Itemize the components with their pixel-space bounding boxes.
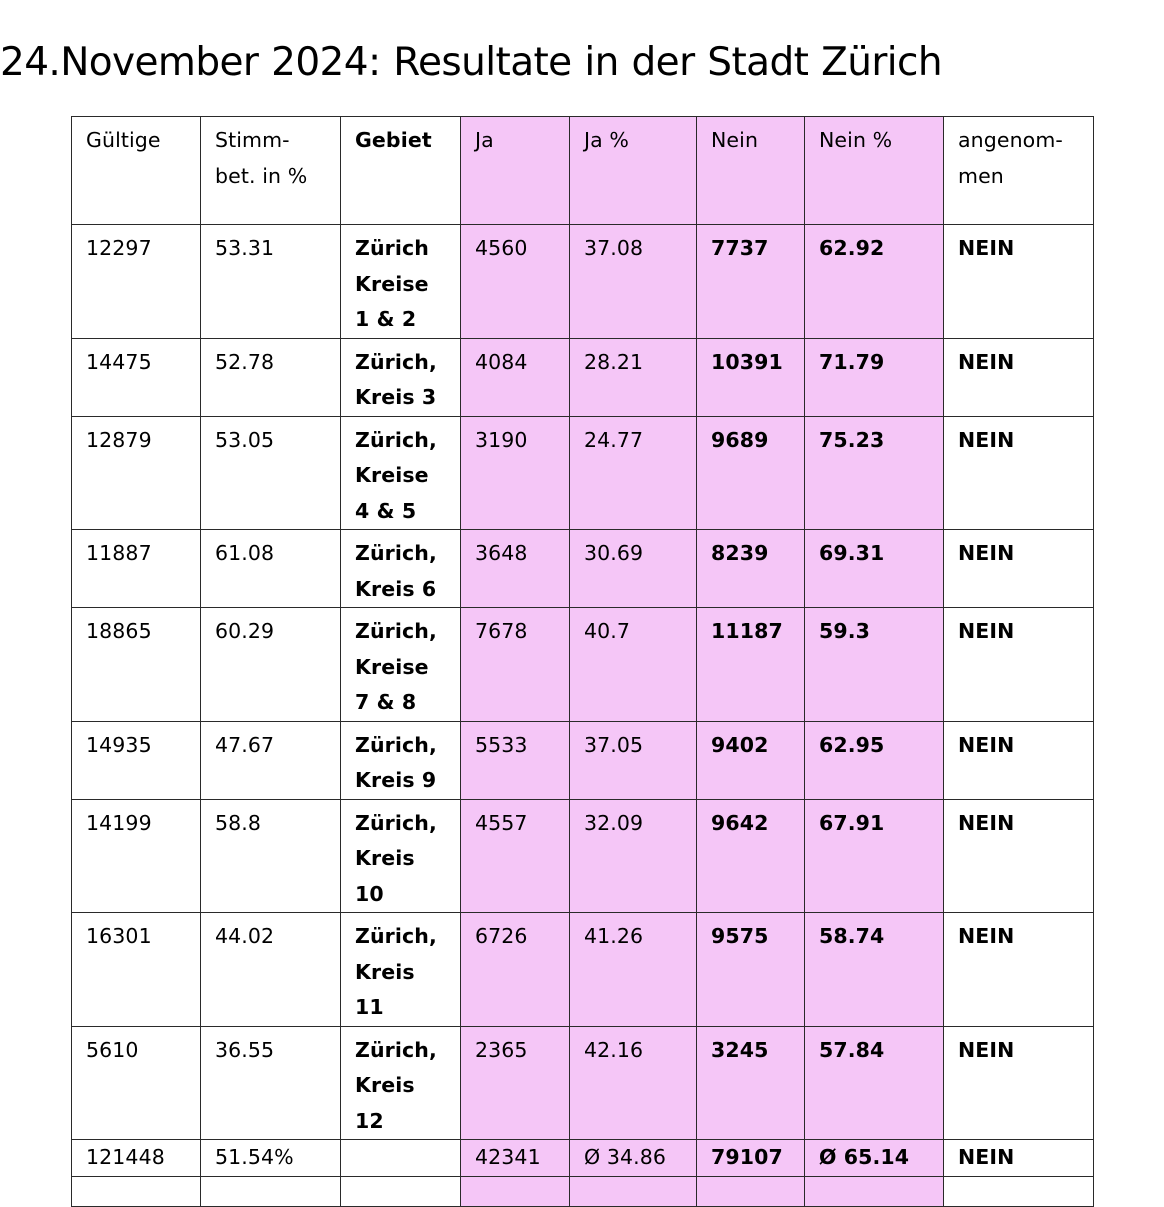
total-stimmbeteiligung: 51.54% xyxy=(201,1140,341,1177)
cell-gueltige: 14199 xyxy=(72,799,201,913)
total-nein: 79107 xyxy=(697,1140,805,1177)
cell-gueltige: 12297 xyxy=(72,225,201,339)
gebiet-line: 12 xyxy=(355,1108,384,1133)
header-ja-percent: Ja % xyxy=(570,117,697,225)
gebiet-line: Kreis 3 xyxy=(355,385,437,409)
table-row xyxy=(72,338,1094,416)
table-body xyxy=(72,117,1094,1207)
cell-ja: 3190 xyxy=(461,416,570,530)
cell-stimmbeteiligung: 47.67 xyxy=(201,721,341,799)
table-row xyxy=(72,799,1094,913)
cell-angenommen: NEIN xyxy=(944,1026,1094,1140)
cell-nein-percent: 58.74 xyxy=(805,913,944,1027)
cell-stimmbeteiligung: 53.31 xyxy=(201,225,341,339)
cell-nein-percent: 59.3 xyxy=(805,608,944,722)
empty-cell xyxy=(201,1176,341,1206)
cell-ja: 7678 xyxy=(461,608,570,722)
empty-cell xyxy=(805,1176,944,1206)
gebiet-line: Kreise xyxy=(355,654,429,679)
gebiet-line: Zürich, xyxy=(355,619,437,643)
total-row xyxy=(72,1140,1094,1177)
header-stimmbeteiligung xyxy=(201,117,341,225)
gebiet-line: Kreis xyxy=(355,846,415,870)
table-row xyxy=(72,608,1094,722)
cell-nein-percent: 57.84 xyxy=(805,1026,944,1140)
header-row xyxy=(72,117,1094,225)
total-ja-percent: Ø 34.86 xyxy=(570,1140,697,1177)
empty-cell xyxy=(461,1176,570,1206)
cell-gueltige: 18865 xyxy=(72,608,201,722)
cell-stimmbeteiligung: 60.29 xyxy=(201,608,341,722)
gebiet-line: Zürich, xyxy=(355,1037,437,1062)
cell-stimmbeteiligung: 52.78 xyxy=(201,338,341,416)
cell-ja: 2365 xyxy=(461,1026,570,1140)
results-table xyxy=(71,116,1094,1207)
table-row xyxy=(72,416,1094,530)
cell-ja: 4084 xyxy=(461,338,570,416)
cell-gueltige: 5610 xyxy=(72,1026,201,1140)
cell-nein-percent: 67.91 xyxy=(805,799,944,913)
cell-nein: 10391 xyxy=(697,338,805,416)
header-stimmbeteiligung-line: Stimm- xyxy=(215,128,290,152)
cell-nein-percent: 69.31 xyxy=(805,530,944,608)
cell-ja: 4557 xyxy=(461,799,570,913)
cell-angenommen: NEIN xyxy=(944,799,1094,913)
gebiet-line: 11 xyxy=(355,995,384,1019)
cell-ja-percent: 37.08 xyxy=(570,225,697,339)
table-row xyxy=(72,1026,1094,1140)
cell-angenommen: NEIN xyxy=(944,416,1094,530)
gebiet-line: Zürich, xyxy=(355,427,437,452)
empty-cell xyxy=(72,1176,201,1206)
cell-gebiet xyxy=(341,225,461,339)
cell-gebiet xyxy=(341,721,461,799)
table-row xyxy=(72,530,1094,608)
table-row xyxy=(72,913,1094,1027)
gebiet-line: 4 & 5 xyxy=(355,498,417,523)
cell-nein-percent: 62.92 xyxy=(805,225,944,339)
empty-cell xyxy=(341,1176,461,1206)
cell-nein: 9689 xyxy=(697,416,805,530)
gebiet-line: Kreise xyxy=(355,271,429,296)
cell-nein: 9402 xyxy=(697,721,805,799)
header-nein: Nein xyxy=(697,117,805,225)
cell-ja: 3648 xyxy=(461,530,570,608)
gebiet-line: 7 & 8 xyxy=(355,690,417,714)
cell-gebiet xyxy=(341,608,461,722)
cell-ja-percent: 30.69 xyxy=(570,530,697,608)
total-nein-percent: Ø 65.14 xyxy=(805,1140,944,1177)
cell-angenommen: NEIN xyxy=(944,608,1094,722)
gebiet-line: Zürich xyxy=(355,236,429,260)
empty-cell xyxy=(570,1176,697,1206)
header-nein-percent: Nein % xyxy=(805,117,944,225)
cell-gueltige: 14935 xyxy=(72,721,201,799)
table-row xyxy=(72,225,1094,339)
total-gebiet xyxy=(341,1140,461,1177)
cell-nein-percent: 71.79 xyxy=(805,338,944,416)
cell-gebiet xyxy=(341,338,461,416)
total-gueltige: 121448 xyxy=(72,1140,201,1177)
gebiet-line: Kreis xyxy=(355,959,415,984)
gebiet-line: Zürich, xyxy=(355,541,437,565)
cell-gebiet xyxy=(341,1026,461,1140)
gebiet-line: Zürich, xyxy=(355,810,437,835)
cell-ja-percent: 40.7 xyxy=(570,608,697,722)
cell-nein: 11187 xyxy=(697,608,805,722)
cell-stimmbeteiligung: 44.02 xyxy=(201,913,341,1027)
gebiet-line: 10 xyxy=(355,881,384,906)
cell-angenommen: NEIN xyxy=(944,225,1094,339)
cell-nein: 8239 xyxy=(697,530,805,608)
cell-gueltige: 11887 xyxy=(72,530,201,608)
cell-stimmbeteiligung: 61.08 xyxy=(201,530,341,608)
cell-nein-percent: 62.95 xyxy=(805,721,944,799)
gebiet-line: Kreis xyxy=(355,1073,415,1097)
cell-ja: 4560 xyxy=(461,225,570,339)
cell-stimmbeteiligung: 53.05 xyxy=(201,416,341,530)
total-angenommen: NEIN xyxy=(944,1140,1094,1177)
empty-row xyxy=(72,1176,1094,1206)
cell-stimmbeteiligung: 58.8 xyxy=(201,799,341,913)
gebiet-line: Kreis 9 xyxy=(355,768,437,792)
cell-gebiet xyxy=(341,416,461,530)
cell-gebiet xyxy=(341,799,461,913)
cell-angenommen: NEIN xyxy=(944,721,1094,799)
cell-gebiet xyxy=(341,530,461,608)
gebiet-line: Zürich, xyxy=(355,732,437,757)
cell-angenommen: NEIN xyxy=(944,530,1094,608)
cell-ja-percent: 24.77 xyxy=(570,416,697,530)
cell-nein-percent: 75.23 xyxy=(805,416,944,530)
cell-gueltige: 16301 xyxy=(72,913,201,1027)
header-gebiet: Gebiet xyxy=(341,117,461,225)
gebiet-line: Kreise xyxy=(355,463,429,487)
cell-gueltige: 14475 xyxy=(72,338,201,416)
gebiet-line: Zürich, xyxy=(355,924,437,948)
cell-stimmbeteiligung: 36.55 xyxy=(201,1026,341,1140)
cell-ja-percent: 42.16 xyxy=(570,1026,697,1140)
header-angenommen-line: men xyxy=(958,163,1004,188)
cell-nein: 3245 xyxy=(697,1026,805,1140)
gebiet-line: Kreis 6 xyxy=(355,576,437,601)
cell-nein: 9575 xyxy=(697,913,805,1027)
cell-gebiet xyxy=(341,913,461,1027)
table-row xyxy=(72,721,1094,799)
header-stimmbeteiligung-line: bet. in % xyxy=(215,163,308,188)
cell-angenommen: NEIN xyxy=(944,338,1094,416)
cell-ja-percent: 37.05 xyxy=(570,721,697,799)
cell-angenommen: NEIN xyxy=(944,913,1094,1027)
total-ja: 42341 xyxy=(461,1140,570,1177)
page-title: 24.November 2024: Resultate in der Stadt Zürich xyxy=(0,40,942,85)
cell-ja-percent: 28.21 xyxy=(570,338,697,416)
empty-cell xyxy=(697,1176,805,1206)
cell-ja: 5533 xyxy=(461,721,570,799)
header-angenommen xyxy=(944,117,1094,225)
header-gueltige: Gültige xyxy=(72,117,201,225)
header-angenommen-line: angenom- xyxy=(958,128,1063,152)
gebiet-line: 1 & 2 xyxy=(355,307,417,331)
empty-cell xyxy=(944,1176,1094,1206)
cell-nein: 9642 xyxy=(697,799,805,913)
cell-ja-percent: 32.09 xyxy=(570,799,697,913)
gebiet-line: Zürich, xyxy=(355,349,437,374)
cell-gueltige: 12879 xyxy=(72,416,201,530)
cell-nein: 7737 xyxy=(697,225,805,339)
header-ja: Ja xyxy=(461,117,570,225)
cell-ja-percent: 41.26 xyxy=(570,913,697,1027)
cell-ja: 6726 xyxy=(461,913,570,1027)
